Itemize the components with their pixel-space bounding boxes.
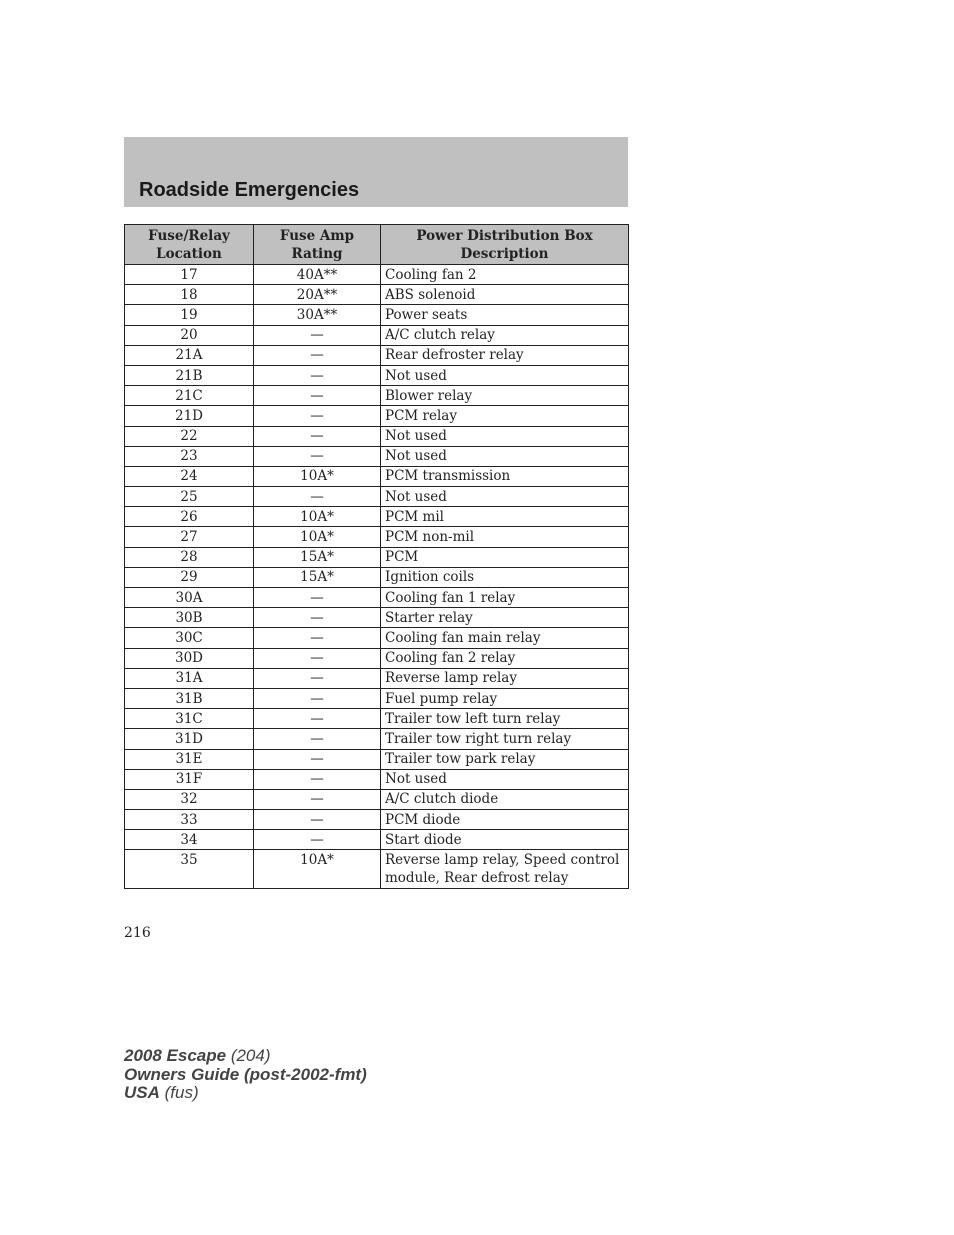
cell-description: Trailer tow left turn relay xyxy=(381,709,629,729)
column-header-location: Fuse/Relay Location xyxy=(125,225,254,265)
cell-amp-rating: — xyxy=(254,426,381,446)
footer-guide-name: Owners Guide (post-2002-fmt) xyxy=(124,1064,367,1084)
cell-location: 20 xyxy=(125,325,254,345)
cell-location: 17 xyxy=(125,265,254,285)
footer-line-guide xyxy=(124,1066,367,1085)
table-row xyxy=(125,285,629,305)
cell-location: 30C xyxy=(125,628,254,648)
cell-location: 23 xyxy=(125,446,254,466)
cell-location: 31C xyxy=(125,709,254,729)
cell-description: Reverse lamp relay, Speed control module, Rear defrost relay xyxy=(381,850,629,889)
table-row xyxy=(125,668,629,688)
table-row xyxy=(125,567,629,587)
cell-amp-rating: — xyxy=(254,729,381,749)
column-header-description: Power Distribution Box Description xyxy=(381,225,629,265)
table-row xyxy=(125,709,629,729)
cell-amp-rating: — xyxy=(254,749,381,769)
cell-amp-rating: — xyxy=(254,325,381,345)
cell-amp-rating: 15A* xyxy=(254,547,381,567)
cell-location: 33 xyxy=(125,810,254,830)
footer-line-model xyxy=(124,1047,367,1066)
cell-location: 30D xyxy=(125,648,254,668)
table-row xyxy=(125,487,629,507)
cell-amp-rating: — xyxy=(254,769,381,789)
table-row xyxy=(125,810,629,830)
table-header-row xyxy=(125,225,629,265)
cell-location: 26 xyxy=(125,507,254,527)
cell-description: Not used xyxy=(381,769,629,789)
cell-amp-rating: — xyxy=(254,789,381,809)
cell-location: 28 xyxy=(125,547,254,567)
table-row xyxy=(125,850,629,889)
cell-location: 18 xyxy=(125,285,254,305)
table-row xyxy=(125,729,629,749)
cell-description: Power seats xyxy=(381,305,629,325)
cell-description: Cooling fan 2 xyxy=(381,265,629,285)
table-row xyxy=(125,527,629,547)
table-row xyxy=(125,769,629,789)
cell-description: Ignition coils xyxy=(381,567,629,587)
cell-description: A/C clutch diode xyxy=(381,789,629,809)
cell-amp-rating: 40A** xyxy=(254,265,381,285)
table-row xyxy=(125,446,629,466)
cell-description: Cooling fan 2 relay xyxy=(381,648,629,668)
cell-description: Blower relay xyxy=(381,386,629,406)
footer-model-code: (204) xyxy=(226,1046,271,1065)
cell-amp-rating: 30A** xyxy=(254,305,381,325)
cell-amp-rating: — xyxy=(254,608,381,628)
cell-description: Cooling fan main relay xyxy=(381,628,629,648)
cell-amp-rating: — xyxy=(254,830,381,850)
cell-description: PCM diode xyxy=(381,810,629,830)
cell-location: 31B xyxy=(125,688,254,708)
cell-amp-rating: — xyxy=(254,365,381,385)
cell-location: 19 xyxy=(125,305,254,325)
cell-location: 35 xyxy=(125,850,254,889)
table-row xyxy=(125,305,629,325)
cell-amp-rating: 10A* xyxy=(254,507,381,527)
footer-market-code: (fus) xyxy=(159,1083,199,1102)
table-row xyxy=(125,345,629,365)
cell-location: 31D xyxy=(125,729,254,749)
cell-amp-rating: — xyxy=(254,345,381,365)
table-row xyxy=(125,386,629,406)
cell-description: Starter relay xyxy=(381,608,629,628)
cell-amp-rating: 10A* xyxy=(254,466,381,486)
cell-amp-rating: 15A* xyxy=(254,567,381,587)
table-row xyxy=(125,265,629,285)
cell-location: 27 xyxy=(125,527,254,547)
cell-amp-rating: 10A* xyxy=(254,527,381,547)
cell-amp-rating: 20A** xyxy=(254,285,381,305)
cell-description: PCM xyxy=(381,547,629,567)
cell-amp-rating: — xyxy=(254,386,381,406)
table-row xyxy=(125,688,629,708)
table-row xyxy=(125,426,629,446)
cell-description: Trailer tow park relay xyxy=(381,749,629,769)
table-row xyxy=(125,830,629,850)
section-header-band xyxy=(124,137,628,207)
fuse-table-body xyxy=(125,265,629,889)
page-number: 216 xyxy=(124,925,151,941)
footer-line-market xyxy=(124,1084,367,1103)
table-row xyxy=(125,608,629,628)
cell-location: 32 xyxy=(125,789,254,809)
cell-description: Fuel pump relay xyxy=(381,688,629,708)
footer-model-name: 2008 Escape xyxy=(124,1046,227,1065)
cell-amp-rating: — xyxy=(254,406,381,426)
cell-description: PCM mil xyxy=(381,507,629,527)
section-title: Roadside Emergencies xyxy=(139,179,360,201)
cell-location: 21A xyxy=(125,345,254,365)
cell-location: 30B xyxy=(125,608,254,628)
cell-location: 25 xyxy=(125,487,254,507)
document-footer xyxy=(124,1047,367,1103)
table-row xyxy=(125,365,629,385)
cell-amp-rating: — xyxy=(254,810,381,830)
cell-description: PCM relay xyxy=(381,406,629,426)
cell-location: 31F xyxy=(125,769,254,789)
cell-location: 31A xyxy=(125,668,254,688)
cell-description: ABS solenoid xyxy=(381,285,629,305)
cell-location: 22 xyxy=(125,426,254,446)
cell-description: Start diode xyxy=(381,830,629,850)
table-row xyxy=(125,466,629,486)
cell-location: 21B xyxy=(125,365,254,385)
cell-description: PCM transmission xyxy=(381,466,629,486)
column-header-amp-rating: Fuse Amp Rating xyxy=(254,225,381,265)
cell-amp-rating: — xyxy=(254,487,381,507)
cell-amp-rating: — xyxy=(254,709,381,729)
cell-location: 29 xyxy=(125,567,254,587)
cell-description: Not used xyxy=(381,446,629,466)
cell-amp-rating: 10A* xyxy=(254,850,381,889)
cell-location: 21C xyxy=(125,386,254,406)
cell-location: 21D xyxy=(125,406,254,426)
cell-description: Rear defroster relay xyxy=(381,345,629,365)
table-row xyxy=(125,628,629,648)
table-row xyxy=(125,789,629,809)
table-row xyxy=(125,406,629,426)
cell-amp-rating: — xyxy=(254,628,381,648)
table-row xyxy=(125,507,629,527)
cell-amp-rating: — xyxy=(254,688,381,708)
cell-amp-rating: — xyxy=(254,668,381,688)
cell-location: 30A xyxy=(125,588,254,608)
cell-description: Reverse lamp relay xyxy=(381,668,629,688)
cell-location: 34 xyxy=(125,830,254,850)
cell-amp-rating: — xyxy=(254,648,381,668)
footer-market: USA xyxy=(124,1083,160,1102)
table-row xyxy=(125,547,629,567)
cell-description: Not used xyxy=(381,426,629,446)
cell-description: A/C clutch relay xyxy=(381,325,629,345)
fuse-table xyxy=(124,224,629,889)
cell-amp-rating: — xyxy=(254,588,381,608)
table-row xyxy=(125,325,629,345)
cell-description: Not used xyxy=(381,487,629,507)
cell-description: Cooling fan 1 relay xyxy=(381,588,629,608)
cell-location: 24 xyxy=(125,466,254,486)
table-row xyxy=(125,749,629,769)
cell-description: Not used xyxy=(381,365,629,385)
cell-amp-rating: — xyxy=(254,446,381,466)
cell-description: Trailer tow right turn relay xyxy=(381,729,629,749)
table-row xyxy=(125,648,629,668)
table-row xyxy=(125,588,629,608)
cell-description: PCM non-mil xyxy=(381,527,629,547)
cell-location: 31E xyxy=(125,749,254,769)
